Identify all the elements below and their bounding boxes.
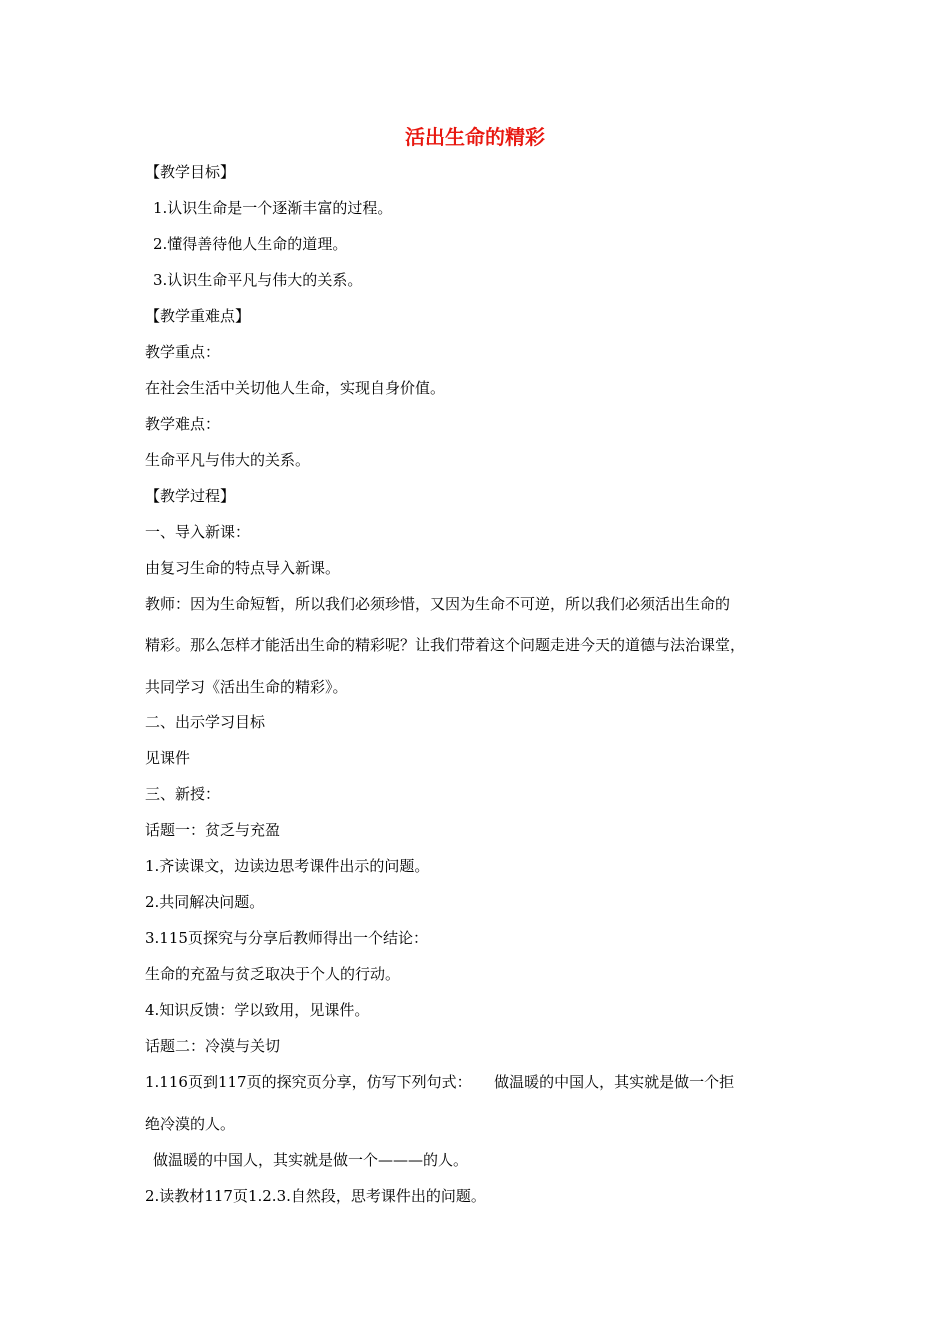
paragraph: 教学重点：	[145, 343, 221, 361]
objective-item: 1.认识生命是一个逐渐丰富的过程。	[153, 199, 393, 217]
paragraph: 二、出示学习目标	[145, 713, 266, 731]
document-title: 活出生命的精彩	[405, 125, 545, 149]
paragraph: 三、新授：	[145, 785, 221, 803]
paragraph: 见课件	[145, 749, 191, 767]
paragraph: 话题二：冷漠与关切	[145, 1037, 281, 1055]
section-heading-objectives: 【教学目标】	[145, 163, 236, 181]
paragraph: 由复习生命的特点导入新课。	[145, 559, 341, 577]
paragraph: 绝冷漠的人。	[145, 1115, 236, 1133]
paragraph: 在社会生活中关切他人生命，实现自身价值。	[145, 379, 446, 397]
paragraph: 4.知识反馈：学以致用，见课件。	[145, 1001, 370, 1019]
paragraph: 话题一：贫乏与充盈	[145, 821, 281, 839]
paragraph: 精彩。那么怎样才能活出生命的精彩呢？让我们带着这个问题走进今天的道德与法治课堂，	[145, 636, 746, 654]
paragraph: 2.共同解决问题。	[145, 893, 265, 911]
paragraph: 1.齐读课文，边读边思考课件出示的问题。	[145, 857, 430, 875]
paragraph: 做温暖的中国人，其实就是做一个———的人。	[153, 1151, 469, 1169]
paragraph: 生命的充盈与贫乏取决于个人的行动。	[145, 965, 401, 983]
paragraph: 2.读教材117页1.2.3.自然段，思考课件出的问题。	[145, 1187, 486, 1205]
paragraph: 共同学习《活出生命的精彩》。	[145, 678, 348, 696]
paragraph: 生命平凡与伟大的关系。	[145, 451, 311, 469]
section-heading-key-points: 【教学重难点】	[145, 307, 251, 325]
paragraph: 教师：因为生命短暂，所以我们必须珍惜，又因为生命不可逆，所以我们必须活出生命的	[145, 595, 731, 613]
section-heading-process: 【教学过程】	[145, 487, 236, 505]
paragraph: 3.115页探究与分享后教师得出一个结论：	[145, 929, 428, 947]
paragraph: 教学难点：	[145, 415, 221, 433]
paragraph: 一、导入新课：	[145, 523, 251, 541]
objective-item: 3.认识生命平凡与伟大的关系。	[153, 271, 363, 289]
paragraph: 1.116页到117页的探究页分享，仿写下列句式： 做温暖的中国人，其实就是做一个拒	[145, 1073, 735, 1091]
objective-item: 2.懂得善待他人生命的道理。	[153, 235, 348, 253]
